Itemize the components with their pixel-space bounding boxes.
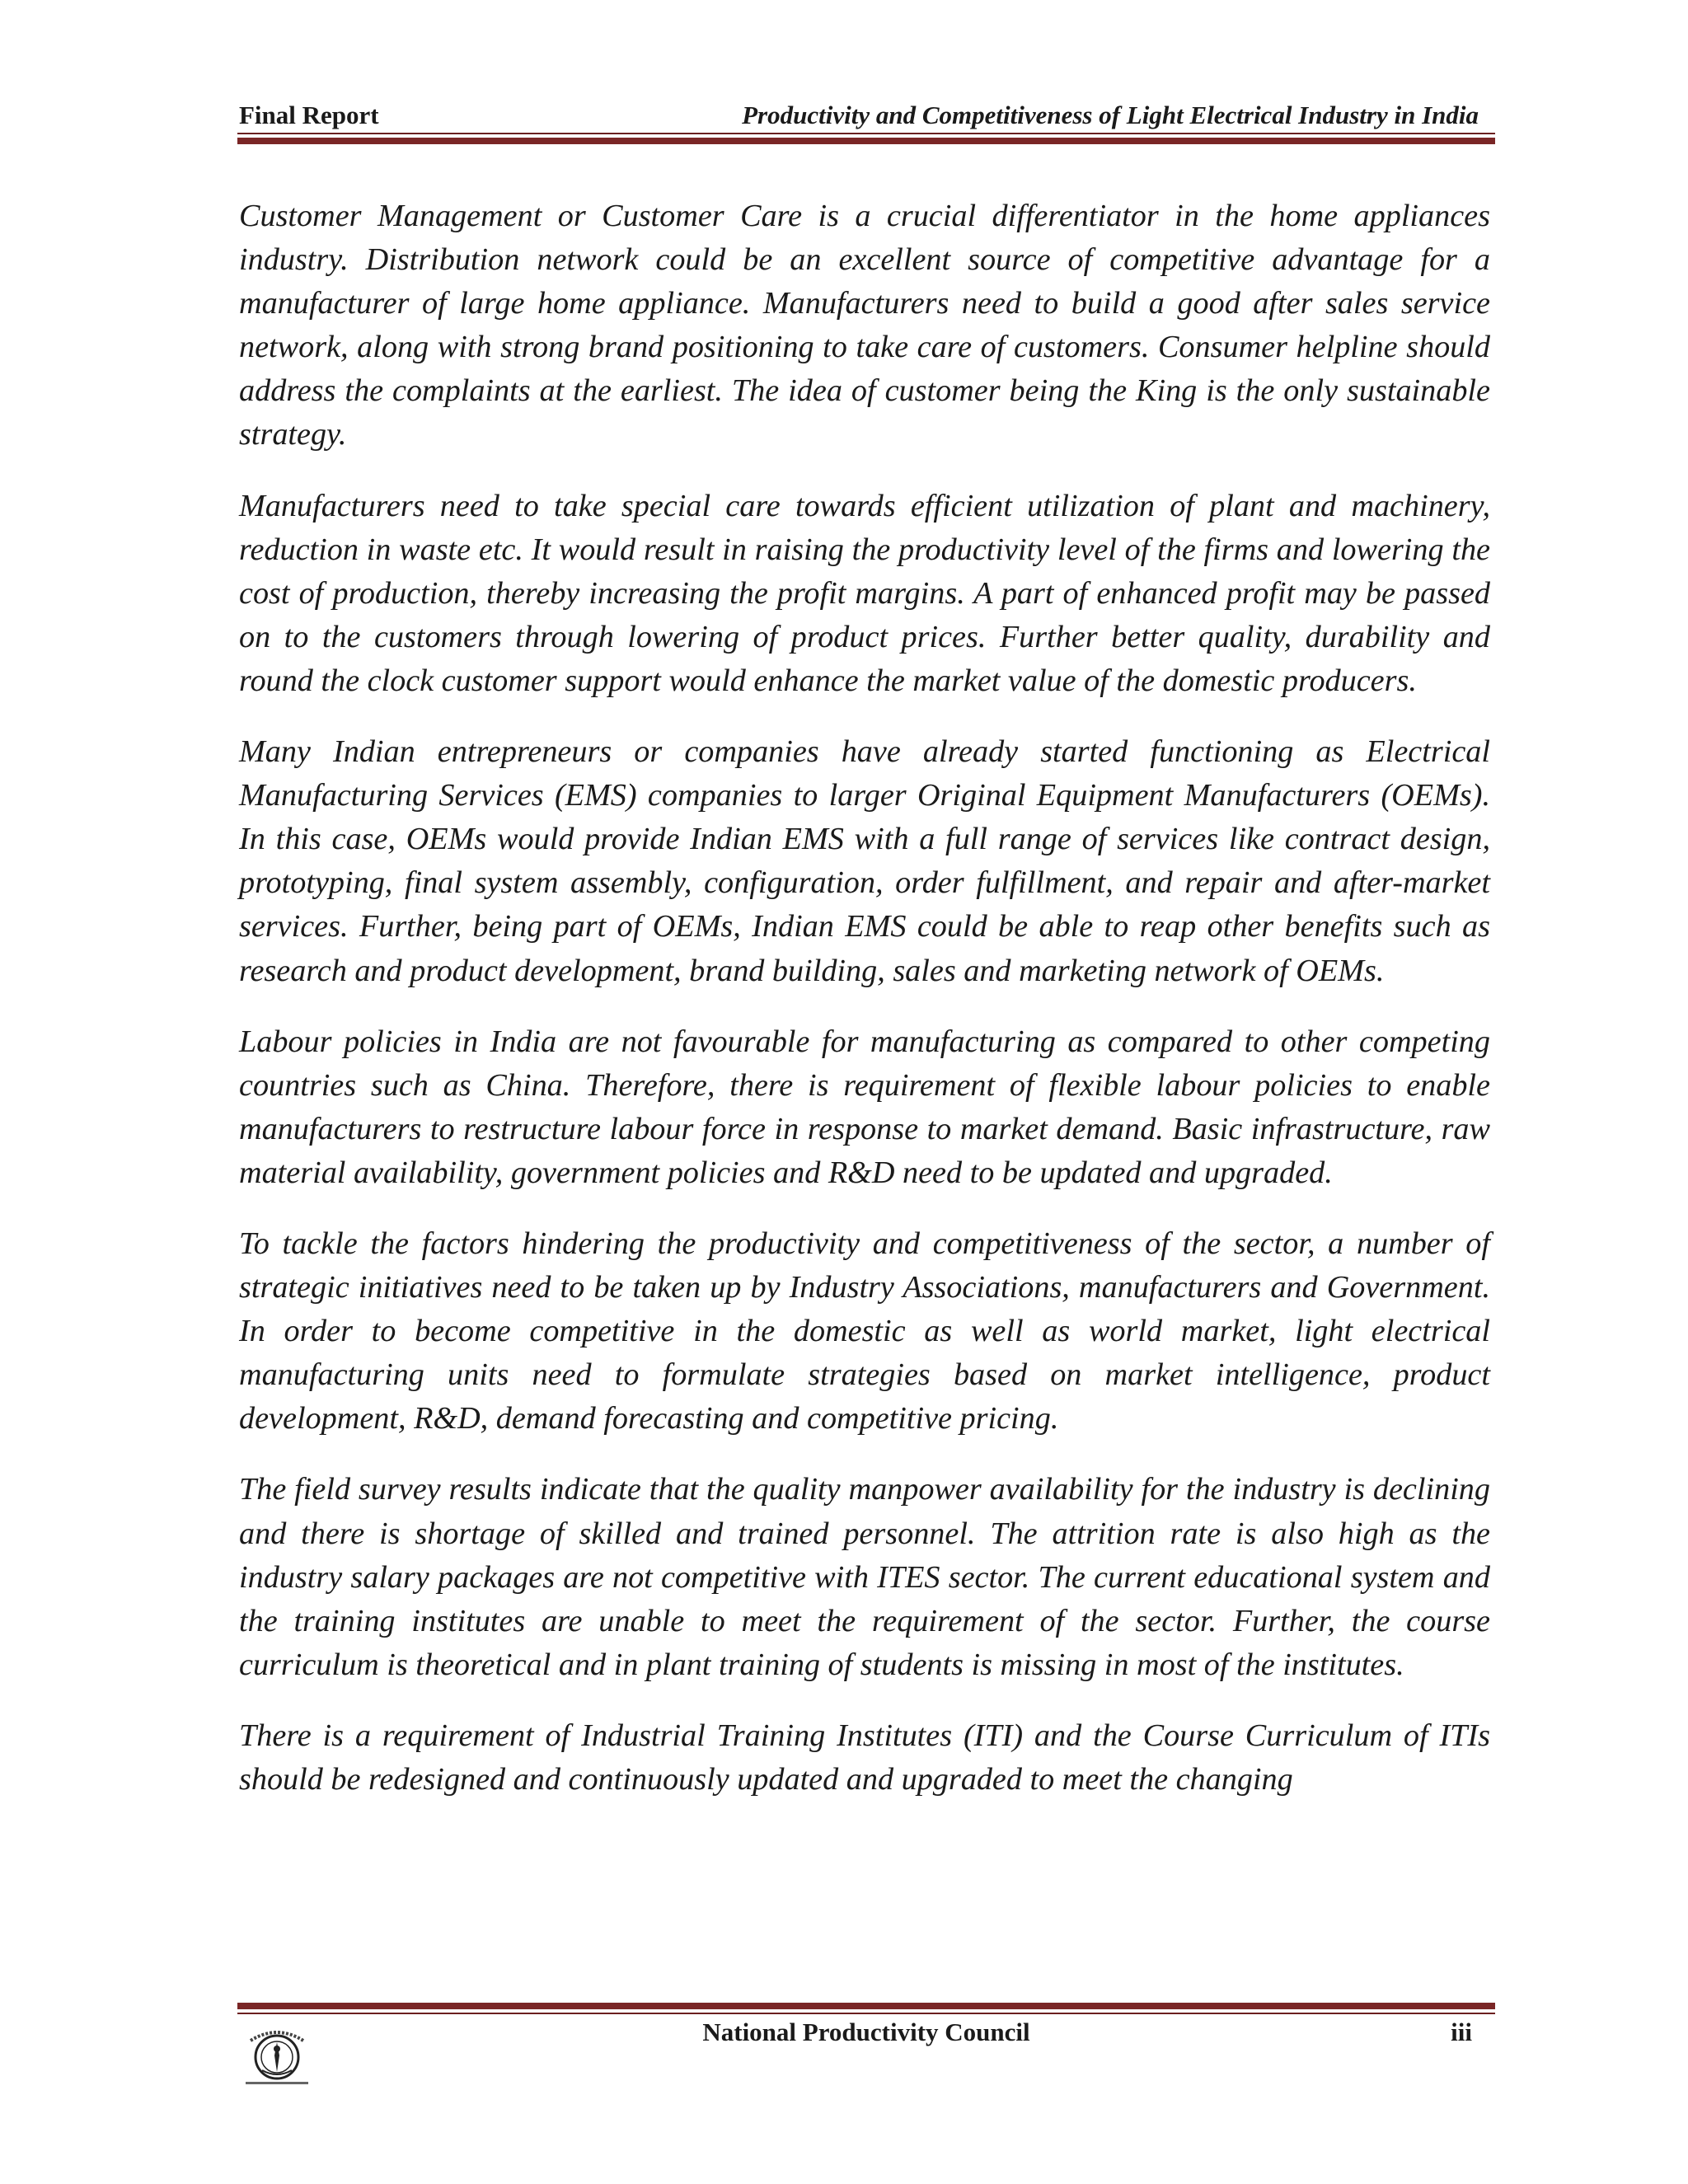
header-rule-thick — [237, 138, 1495, 144]
footer-rule-thin — [237, 2013, 1495, 2014]
paragraph: Customer Management or Customer Care is a crucial differentiator in the home appliances industry. Distribution network could be an excellent source of competitive advantage for a manufacturer of large home appliance. Manufacturers need to build a good after sales service network, along with strong brand positioning to take care of customers. Consumer helpline should address the complaints at the earliest. The idea of customer being the King is the only sustainable strategy. — [239, 199, 1490, 452]
header-rule-thin — [237, 133, 1495, 134]
paragraph: Labour policies in India are not favourable for manufacturing as compared to other competing countries such as China. Therefore, there is requirement of flexible labour policies to enable manufacturers to restructure labour force in response to market demand. Basic infrastructure, raw material availability, government policies and R&D need to be updated and upgraded. — [239, 1024, 1490, 1190]
footer-organization: National Productivity Council — [702, 2018, 1030, 2046]
header-report-title: Productivity and Competitiveness of Light Electrical Industry in India — [742, 101, 1479, 129]
page-header — [237, 99, 1495, 134]
paragraph: There is a requirement of Industrial Training Institutes (ITI) and the Course Curriculum of ITIs should be redesigned and continuously updated and upgraded to meet the changing — [239, 1718, 1490, 1797]
page-number: iii — [1451, 2018, 1472, 2046]
body-text — [239, 194, 1490, 1829]
header-report-label: Final Report — [239, 101, 379, 129]
paragraph: Manufacturers need to take special care towards efficient utilization of plant and machinery, reduction in waste etc. It would result in raising the productivity level of the firms and lowering the cost of production, thereby increasing the profit margins. A part of enhanced profit may be passed on to the customers through lowering of product prices. Further better quality, durability and round the clock customer support would enhance the market value of the domestic producers. — [239, 488, 1490, 698]
paragraph: To tackle the factors hindering the productivity and competitiveness of the sector, a number of strategic initiatives need to be taken up by Industry Associations, manufacturers and Government. In order to become competitive in the domestic as well as world market, light electrical manufacturing units need to formulate strategies based on market intelligence, product development, R&D, demand forecasting and competitive pricing. — [239, 1226, 1490, 1436]
footer-rule-thick — [237, 2003, 1495, 2009]
paragraph: Many Indian entrepreneurs or companies have already started functioning as Electrical Manufacturing Services (EMS) companies to larger Original Equipment Manufacturers (OEMs). In this case, OEMs would provide Indian EMS with a full range of services like contract design, prototyping, final system assembly, configuration, order fulfillment, and repair and after-market services. Further, being part of OEMs, Indian EMS could be able to reap other benefits such as research and product development, brand building, sales and marketing network of OEMs. — [239, 734, 1490, 988]
paragraph: The field survey results indicate that the quality manpower availability for the industry is declining and there is shortage of skilled and trained personnel. The attrition rate is also high as the industry salary packages are not competitive with ITES sector. The current educational system and the training institutes are unable to meet the requirement of the sector. Further, the course curriculum is theoretical and in plant training of students is missing in most of the institutes. — [239, 1472, 1490, 1682]
